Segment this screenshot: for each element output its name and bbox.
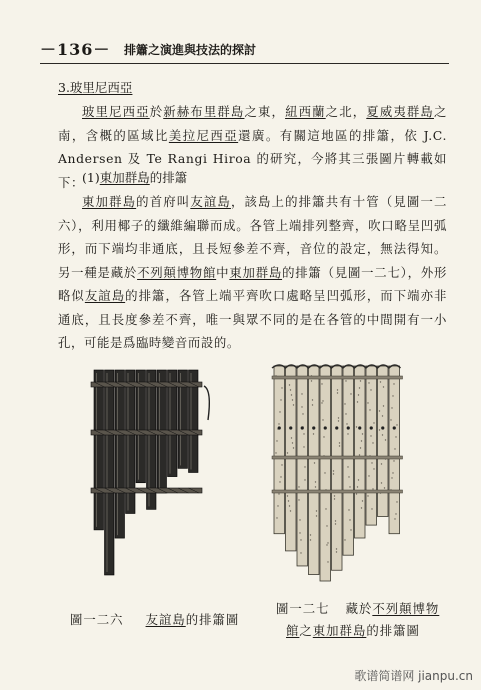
texture-dot [396, 424, 397, 425]
texture-dot [316, 515, 317, 516]
texture-dot [301, 406, 302, 407]
texture-dot [337, 392, 338, 393]
texture-dot [379, 410, 380, 411]
binding-band [272, 376, 403, 379]
texture-dot [370, 389, 371, 390]
texture-dot [359, 387, 360, 388]
pipe-hole [370, 426, 373, 429]
texture-dot [292, 399, 293, 400]
pipe-hole [278, 426, 281, 429]
texture-dot [298, 486, 299, 487]
texture-dot [324, 472, 325, 473]
texture-dot [373, 468, 374, 469]
texture-dot [337, 389, 338, 390]
texture-dot [289, 384, 290, 385]
texture-dot [358, 394, 359, 395]
binding-cord [91, 488, 202, 493]
texture-dot [288, 500, 289, 501]
texture-dot [356, 426, 357, 427]
texture-dot [303, 433, 304, 434]
texture-dot [344, 403, 345, 404]
texture-dot [350, 393, 351, 394]
page-header [40, 38, 451, 62]
paragraph-2: 東加群島的首府叫友誼島，該島上的排簫共有十管（見圖一二六），利用椰子的纖維編聯而成。各管上端排列整齊，吹口略呈凹弧形，而下端均非通底，且長短參差不齊，音位的設定，無法得知。另一種是藏於不列顛博物館中東加群島的排簫（見圖一二七），外形略似友誼島的排簫，各管上端平齊吹口處略呈凹弧形，而下端亦非通底，且長度參差不齊，唯一與眾不同的是在各管的中間開有一小孔，可能是爲臨時變音而設的。 [58, 194, 447, 350]
binding-cord [91, 430, 202, 435]
texture-dot [394, 518, 395, 519]
pipe [105, 370, 115, 575]
texture-dot [368, 382, 369, 383]
texture-dot [358, 479, 359, 480]
texture-dot [312, 404, 313, 405]
texture-dot [381, 482, 382, 483]
texture-dot [392, 472, 393, 473]
pipe-hole [335, 426, 338, 429]
texture-dot [339, 442, 340, 443]
texture-dot [357, 486, 358, 487]
texture-dot [279, 411, 280, 412]
texture-dot [304, 479, 305, 480]
texture-dot [391, 477, 392, 478]
texture-dot [278, 423, 279, 424]
sub-heading: (1)東加群島的排簫 [82, 170, 188, 185]
texture-dot [367, 495, 368, 496]
texture-dot [312, 399, 313, 400]
texture-dot [310, 534, 311, 535]
texture-dot [281, 387, 282, 388]
texture-dot [302, 413, 303, 414]
texture-dot [287, 495, 288, 496]
texture-dot [277, 505, 278, 506]
texture-dot [326, 525, 327, 526]
binding-band [272, 456, 403, 459]
page-number: －136－ [40, 40, 111, 59]
pipe [297, 366, 308, 566]
texture-dot [292, 442, 293, 443]
pipe-hole [381, 426, 384, 429]
texture-dot [344, 539, 345, 540]
pipe-hole [312, 426, 315, 429]
texture-dot [289, 505, 290, 506]
texture-dot [278, 493, 279, 494]
texture-dot [350, 529, 351, 530]
texture-dot [334, 495, 335, 496]
texture-dot [347, 433, 348, 434]
pipe [115, 370, 125, 538]
texture-dot [357, 401, 358, 402]
texture-dot [321, 383, 322, 384]
texture-dot [360, 447, 361, 448]
texture-dot [395, 513, 396, 514]
texture-dot [360, 380, 361, 381]
pipe [94, 370, 104, 530]
texture-dot [372, 442, 373, 443]
texture-dot [369, 409, 370, 410]
texture-dot [371, 508, 372, 509]
texture-dot [327, 561, 328, 562]
texture-dot [290, 510, 291, 511]
section-heading: 3.玻里尼西亞 [58, 80, 133, 95]
texture-dot [333, 473, 334, 474]
texture-dot [359, 454, 360, 455]
texture-dot [367, 402, 368, 403]
texture-dot [281, 464, 282, 465]
texture-dot [381, 463, 382, 464]
texture-dot [290, 389, 291, 390]
texture-dot [311, 380, 312, 381]
texture-dot [322, 400, 323, 401]
texture-dot [276, 440, 277, 441]
texture-dot [349, 486, 350, 487]
texture-dot [335, 520, 336, 521]
pipe [309, 366, 320, 575]
texture-dot [275, 452, 276, 453]
pipe-hole [324, 426, 327, 429]
texture-dot [301, 393, 302, 394]
texture-dot [335, 523, 336, 524]
texture-dot [345, 380, 346, 381]
texture-dot [300, 552, 301, 553]
side-loop [204, 386, 209, 420]
texture-dot [303, 446, 304, 447]
texture-dot [382, 415, 383, 416]
pipe [355, 366, 366, 538]
texture-dot [338, 420, 339, 421]
texture-dot [293, 404, 294, 405]
texture-dot [316, 510, 317, 511]
pipe-hole [289, 426, 292, 429]
texture-dot [346, 423, 347, 424]
texture-dot [291, 394, 292, 395]
texture-dot [299, 532, 300, 533]
header-rule [40, 63, 449, 64]
figure-127-panpipe-illustration [262, 352, 412, 592]
figure-126-panpipe-illustration [86, 360, 216, 590]
texture-dot [280, 476, 281, 477]
texture-dot [314, 462, 315, 463]
texture-dot [291, 437, 292, 438]
texture-dot [321, 402, 322, 403]
texture-dot [356, 493, 357, 494]
texture-dot [348, 509, 349, 510]
pipe-hole [301, 426, 304, 429]
texture-dot [299, 519, 300, 520]
texture-dot [315, 481, 316, 482]
texture-dot [368, 475, 369, 476]
texture-dot [300, 539, 301, 540]
texture-dot [304, 466, 305, 467]
texture-dot [327, 542, 328, 543]
texture-dot [315, 486, 316, 487]
texture-dot [334, 498, 335, 499]
texture-dot [345, 413, 346, 414]
texture-dot [393, 460, 394, 461]
texture-dot [383, 386, 384, 387]
texture-dot [280, 399, 281, 400]
pipe [378, 366, 389, 517]
texture-dot [395, 436, 396, 437]
pipe [389, 366, 400, 534]
texture-dot [384, 487, 385, 488]
running-title: 排簫之演進與技法的探討 [124, 43, 257, 57]
pipe [343, 366, 354, 555]
figure-127-caption: 圖一二七 藏於不列顛博物 館之東加群島的排簫圖 [276, 601, 440, 638]
texture-dot [326, 544, 327, 545]
texture-dot [276, 517, 277, 518]
texture-dot [371, 462, 372, 463]
texture-dot [370, 435, 371, 436]
texture-dot [338, 417, 339, 418]
texture-dot [382, 434, 383, 435]
texture-dot [323, 436, 324, 437]
pipe-hole [358, 426, 361, 429]
pipe [274, 366, 285, 534]
texture-dot [393, 383, 394, 384]
texture-dot [333, 470, 334, 471]
texture-dot [394, 448, 395, 449]
pipe [332, 366, 343, 570]
texture-dot [310, 539, 311, 540]
texture-dot [372, 488, 373, 489]
watermark: 歌谱简谱网 jianpu.cn [354, 669, 473, 683]
binding-band [272, 490, 403, 493]
texture-dot [390, 419, 391, 420]
texture-dot [385, 439, 386, 440]
texture-dot [348, 476, 349, 477]
texture-dot [322, 419, 323, 420]
texture-dot [279, 481, 280, 482]
binding-cord [91, 382, 202, 387]
pipe-hole [393, 426, 396, 429]
texture-dot [347, 466, 348, 467]
texture-dot [339, 445, 340, 446]
texture-dot [336, 551, 337, 552]
texture-dot [379, 429, 380, 430]
pipe-hole [347, 426, 350, 429]
figure-126-caption: 圖一二六 友誼島的排簫圖 [70, 612, 240, 627]
texture-dot [362, 500, 363, 501]
texture-dot [362, 433, 363, 434]
texture-dot [392, 395, 393, 396]
texture-dot [373, 422, 374, 423]
texture-dot [293, 447, 294, 448]
texture-dot [391, 407, 392, 408]
texture-dot [298, 499, 299, 500]
texture-dot [336, 548, 337, 549]
texture-dot [361, 507, 362, 508]
paragraph-1: 玻里尼西亞於新赫布里群島之東，紐西蘭之北，夏威夷群島之南，含概的區域比美拉尼西亞還廣。有關這地區的排簫，依 J.C. Andersen 及 Te Rangi Hiroa 的研究，今將其三張圖片轉載如下： [58, 104, 447, 190]
texture-dot [396, 501, 397, 502]
texture-dot [325, 508, 326, 509]
texture-dot [313, 433, 314, 434]
texture-dot [380, 381, 381, 382]
texture-dot [361, 440, 362, 441]
texture-dot [383, 405, 384, 406]
texture-dot [287, 452, 288, 453]
texture-dot [349, 519, 350, 520]
